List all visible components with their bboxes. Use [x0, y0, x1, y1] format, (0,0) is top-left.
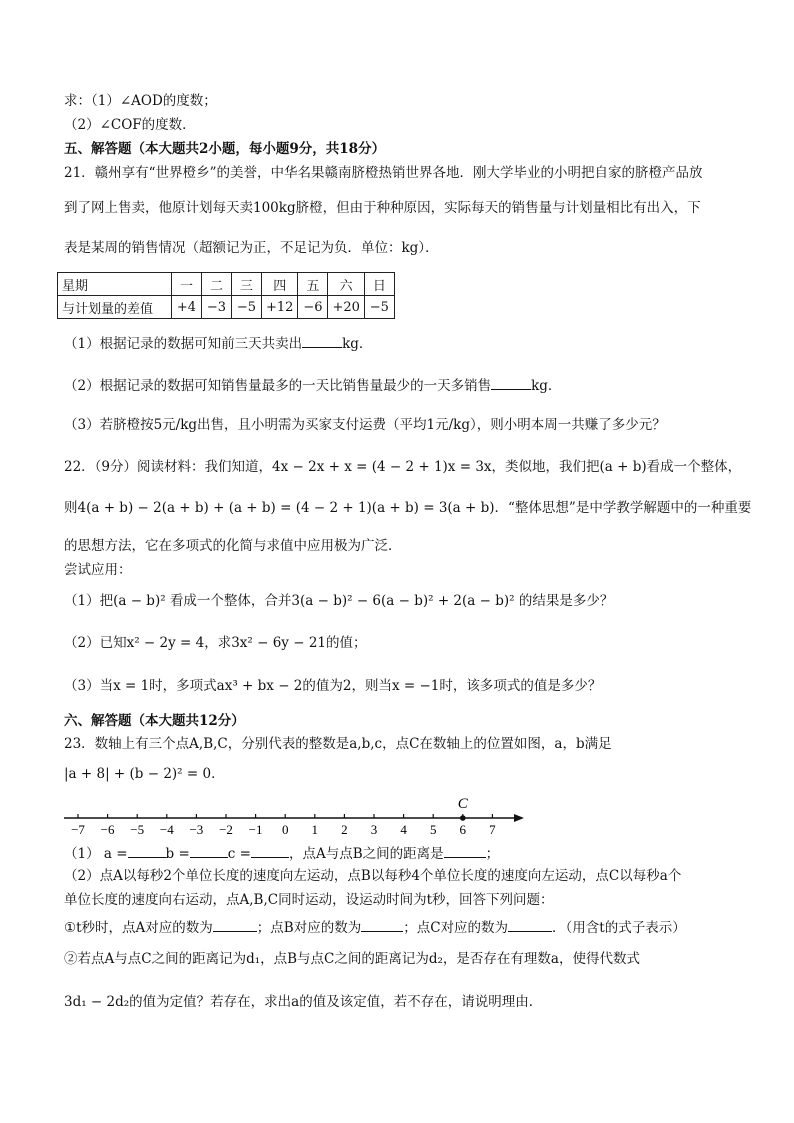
table-row: [58, 273, 395, 296]
table-cell: 五: [298, 273, 328, 296]
q23-line-2: |a + 8| + (b − 2)² = 0．: [64, 766, 225, 782]
number-line-tick-label: 6: [459, 822, 467, 837]
q23-part1-b: b =: [165, 846, 190, 862]
q22-part2: （2）已知x² − 2y = 4，求3x² − 6y − 21的值；: [64, 635, 367, 651]
answer-blank-b[interactable]: [190, 843, 228, 858]
table-cell: 六: [328, 273, 364, 296]
number-line-tick-label: 7: [489, 822, 496, 837]
q22-try: 尝试应用：: [64, 562, 132, 578]
q23-part1-d: ，点A与点B之间的距离是: [288, 846, 444, 862]
q23-part1-a: （1） a =: [64, 846, 128, 862]
q22-line-2: 则4(a + b) − 2(a + b) + (a + b) = (4 − 2 + 1)(a + b) = 3(a + b)．“整体思想”是中学教学解题中的一种重要: [64, 500, 752, 516]
q23-line-1: 23．数轴上有三个点A,B,C，分别代表的整数是a,b,c，点C在数轴上的位置如图，a，b满足: [64, 736, 612, 752]
q22-part1: （1）把(a − b)² 看成一个整体，合并3(a − b)² − 6(a − b)² + 2(a − b)² 的结果是多少？: [64, 593, 614, 609]
table-cell: +20: [328, 296, 364, 319]
table-cell: −3: [202, 296, 232, 319]
q23-part2-line-2: 单位长度的速度向右运动，点A,B,C同时运动，设运动时间为t秒，回答下列问题：: [64, 892, 554, 908]
number-line-tick-label: 0: [281, 822, 289, 837]
table-cell: 二: [202, 273, 232, 296]
answer-blank-a-pos[interactable]: [213, 917, 257, 932]
q21-intro-2: 到了网上售卖，他原计划每天卖100kg脐橙，但由于种种原因，实际每天的销售量与计划量相比有出入，下: [64, 200, 701, 216]
table-cell: 四: [262, 273, 298, 296]
point-c-dot: [460, 815, 466, 821]
q23-part1: [64, 843, 499, 863]
number-line-tick-label: −7: [71, 822, 85, 837]
q23-sub1: [64, 917, 686, 937]
table-row-header-diff: 与计划量的差值: [58, 296, 172, 319]
table-cell: −5: [232, 296, 262, 319]
q23-sub1-c: ；点C对应的数为: [403, 920, 509, 936]
q21-part1-text: （1）根据记录的数据可知前三天共卖出: [64, 336, 303, 352]
answer-blank-b-pos[interactable]: [361, 917, 403, 932]
q21-part1-unit: kg．: [342, 336, 373, 352]
point-c-label: C: [457, 796, 468, 812]
q23-part1-c: c =: [227, 846, 251, 862]
section6-heading: 六、解答题（本大题共12分）: [64, 713, 245, 729]
number-line-tick-label: −2: [219, 822, 233, 837]
answer-blank-c-pos[interactable]: [508, 917, 552, 932]
q23-sub1-a: ①t秒时，点A对应的数为: [64, 920, 213, 936]
q23-sub1-d: ．（用含t的式子表示）: [552, 920, 686, 936]
q23-sub1-b: ；点B对应的数为: [256, 920, 362, 936]
number-line-tick-label: 3: [370, 822, 378, 837]
section5-heading: 五、解答题（本大题共2小题，每小题9分，共18分）: [64, 141, 386, 157]
q22-line-1: 22．（9分）阅读材料：我们知道，4x − 2x + x = (4 − 2 + 1)x = 3x，类似地，我们把(a + b)看成一个整体，: [64, 459, 742, 475]
q23-sub2-line-1: ②若点A与点C之间的距离记为d₁，点B与点C之间的距离记为d₂，是否存在有理数a，使得代数式: [64, 951, 640, 967]
q21-intro-1: 21．赣州享有“世界橙乡”的美誉，中华名果赣南脐橙热销世界各地．刚大学毕业的小明把自家的脐橙产品放: [64, 165, 703, 181]
table-row-header-weekday: 星期: [58, 273, 172, 296]
number-line-tick-label: 2: [341, 822, 348, 837]
number-line-arrow: [514, 814, 524, 822]
answer-blank[interactable]: [491, 375, 531, 390]
sales-diff-table: [57, 272, 395, 319]
q22-part3: （3）当x = 1时，多项式ax³ + bx − 2的值为2，则当x = −1时，该多项式的值是多少？: [64, 678, 602, 694]
q21-part1: [64, 333, 372, 353]
q22-line-3: 的思想方法，它在多项式的化简与求值中应用极为广泛．: [64, 538, 402, 554]
number-line-tick-label: −3: [189, 822, 204, 837]
number-line-tick-label: 4: [400, 822, 407, 837]
table-cell: 日: [364, 273, 394, 296]
table-cell: +4: [172, 296, 202, 319]
q20-ask-1: 求：（1）∠AOD的度数；: [64, 93, 217, 109]
number-line-tick-label: 1: [311, 822, 319, 837]
number-line-tick-label: 5: [429, 822, 437, 837]
number-line-tick-label: −6: [100, 822, 115, 837]
q21-part2: [64, 375, 561, 395]
table-cell: 三: [232, 273, 262, 296]
answer-blank-distance[interactable]: [444, 843, 486, 858]
number-line-figure: [62, 796, 532, 842]
table-cell: 一: [172, 273, 202, 296]
q21-intro-3: 表是某周的销售情况（超额记为正，不足记为负．单位：kg）．: [64, 240, 439, 256]
answer-blank[interactable]: [302, 333, 342, 348]
answer-blank-c[interactable]: [251, 843, 289, 858]
q23-part1-e: ；: [485, 846, 500, 862]
table-cell: −5: [364, 296, 394, 319]
number-line-tick-label: −1: [248, 822, 263, 837]
q21-part2-text: （2）根据记录的数据可知销售量最多的一天比销售量最少的一天多销售: [64, 378, 492, 394]
number-line-tick-label: −4: [159, 822, 174, 837]
answer-blank-a[interactable]: [128, 843, 166, 858]
q21-part3: （3）若脐橙按5元/kg出售，且小明需为买家支付运费（平均1元/kg），则小明本周一共赚了多少元？: [64, 417, 666, 433]
table-cell: +12: [262, 296, 298, 319]
q23-part2-line-1: （2）点A以每秒2个单位长度的速度向左运动，点B以每秒4个单位长度的速度向左运动，点C以每秒a个: [64, 868, 682, 884]
table-row: [58, 296, 395, 319]
q20-ask-2: （2）∠COF的度数．: [64, 117, 196, 133]
number-line-tick-label: −5: [130, 822, 145, 837]
table-cell: −6: [298, 296, 328, 319]
q23-sub2-line-2: 3d₁ − 2d₂的值为定值？若存在，求出a的值及该定值，若不存在，请说明理由．: [64, 994, 543, 1010]
q21-part2-unit: kg．: [531, 378, 562, 394]
